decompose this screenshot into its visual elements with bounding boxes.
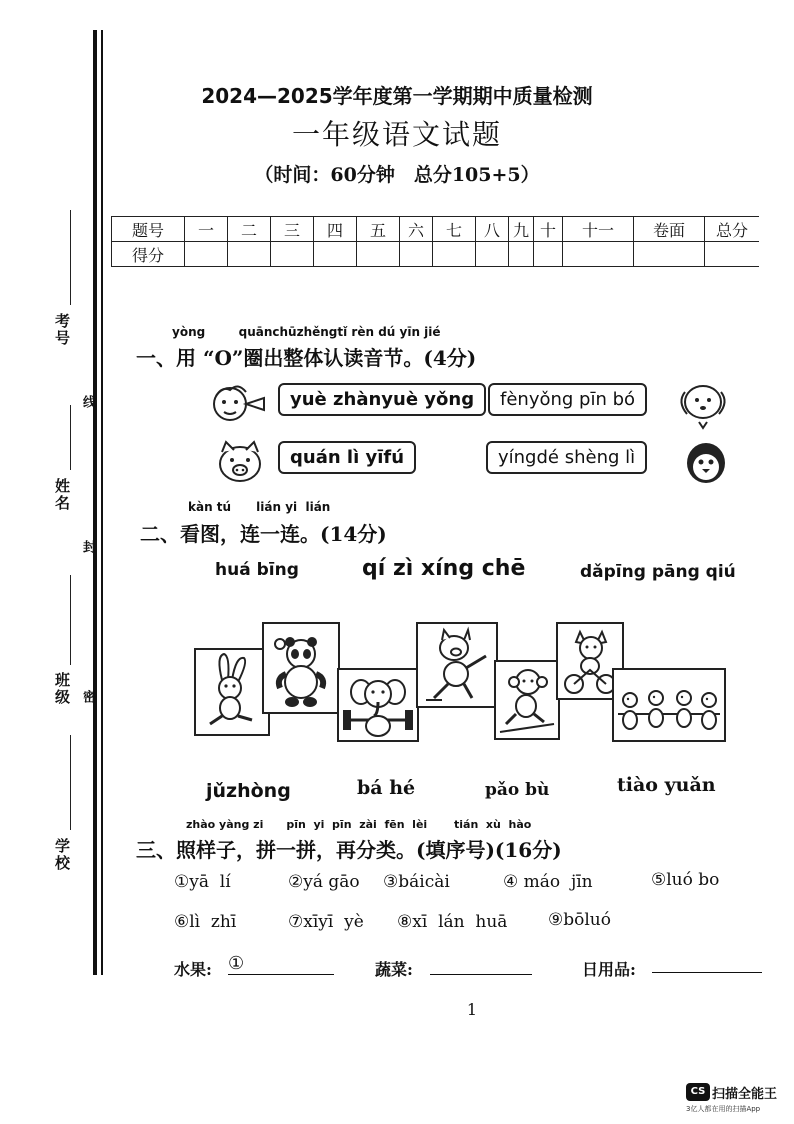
margin-label-school: 学校 bbox=[53, 838, 71, 872]
penguin-icon bbox=[682, 438, 730, 486]
margin-label-line: 线 bbox=[80, 395, 95, 410]
score-table-cell: 四 bbox=[314, 217, 357, 242]
fruit-sample-answer: ① bbox=[228, 953, 245, 974]
score-table-cell: 五 bbox=[357, 217, 400, 242]
bottom-word-running[interactable]: pǎo bù bbox=[485, 780, 550, 800]
bottom-word-tug-of-war[interactable]: bá hé bbox=[357, 777, 416, 799]
dog-icon bbox=[675, 378, 731, 430]
fruit-answer-line[interactable] bbox=[228, 974, 334, 975]
scanner-brand-name: 扫描全能王 bbox=[712, 1087, 778, 1102]
score-table-cell: 三 bbox=[271, 217, 314, 242]
picture-card-5[interactable] bbox=[494, 660, 560, 740]
scanner-brand-tagline: 3亿人都在用的扫描App bbox=[686, 1105, 761, 1113]
margin-label-exam-number: 考号 bbox=[53, 313, 71, 347]
bottom-word-weightlifting[interactable]: jǔzhòng bbox=[206, 780, 291, 802]
score-input-cell[interactable] bbox=[534, 242, 563, 267]
picture-card-3[interactable] bbox=[337, 668, 419, 742]
bottom-word-long-jump[interactable]: tiào yuǎn bbox=[617, 774, 716, 796]
score-table-cell: 九 bbox=[509, 217, 534, 242]
picture-card-1[interactable] bbox=[194, 648, 270, 736]
vocab-item-4: ④ máo jīn bbox=[503, 872, 593, 892]
top-word-skating[interactable]: huá bīng bbox=[215, 560, 299, 580]
score-table-cell: 十一 bbox=[563, 217, 634, 242]
score-table-cell: 二 bbox=[228, 217, 271, 242]
score-table-cell: 题号 bbox=[112, 217, 185, 242]
pinyin-bubble-2[interactable]: fènyǒng pīn bó bbox=[488, 383, 647, 416]
category-label-daily-goods: 日用品: bbox=[582, 960, 636, 979]
score-input-cell[interactable] bbox=[509, 242, 534, 267]
score-input-cell[interactable] bbox=[400, 242, 433, 267]
score-table-header-row bbox=[112, 217, 760, 242]
vocab-item-3: ③báicài bbox=[383, 872, 450, 892]
exam-time-and-score: （时间：60分钟 总分105+5） bbox=[254, 164, 540, 186]
pig-icon bbox=[212, 438, 268, 486]
score-table-score-row bbox=[112, 242, 760, 267]
score-table-cell: 六 bbox=[400, 217, 433, 242]
vocab-item-7: ⑦xīyī yè bbox=[288, 912, 364, 932]
vocab-item-6: ⑥lì zhī bbox=[174, 912, 237, 932]
picture-card-7[interactable] bbox=[612, 668, 726, 742]
score-input-cell[interactable] bbox=[271, 242, 314, 267]
lamb-icon bbox=[206, 382, 270, 426]
section3-pinyin: zhào yàng zi pīn yi pīn zài fēn lèi tián xù hào bbox=[186, 818, 532, 831]
score-table-cell: 八 bbox=[476, 217, 509, 242]
monkey-jumping-icon bbox=[496, 662, 558, 738]
score-table-cell: 得分 bbox=[112, 242, 185, 267]
score-table-cell: 卷面 bbox=[634, 217, 705, 242]
section2-pinyin: kàn tú lián yi lián bbox=[188, 500, 331, 514]
score-input-cell[interactable] bbox=[357, 242, 400, 267]
animals-tug-of-war-icon bbox=[614, 670, 724, 740]
margin-label-secret: 密 bbox=[80, 690, 95, 705]
score-input-cell[interactable] bbox=[185, 242, 228, 267]
score-input-cell[interactable] bbox=[314, 242, 357, 267]
category-label-fruit: 水果: bbox=[174, 960, 212, 979]
score-input-cell[interactable] bbox=[634, 242, 705, 267]
daily-goods-answer-line[interactable] bbox=[652, 972, 762, 973]
exam-period-title: 2024—2025学年度第一学期期中质量检测 bbox=[201, 84, 593, 108]
top-word-pingpong[interactable]: dǎpīng pāng qiú bbox=[580, 562, 736, 582]
score-table-cell: 十 bbox=[534, 217, 563, 242]
section1-heading: 一、用 “O”圈出整体认读音节。(4分) bbox=[136, 346, 477, 370]
vocab-item-8: ⑧xī lán huā bbox=[397, 912, 508, 932]
page-number: 1 bbox=[466, 1000, 478, 1019]
rabbit-running-icon bbox=[196, 650, 268, 734]
vocab-item-1: ①yā lí bbox=[174, 872, 231, 892]
margin-blank-name bbox=[70, 405, 72, 470]
score-input-cell[interactable] bbox=[476, 242, 509, 267]
margin-label-seal: 封 bbox=[80, 540, 95, 555]
section1-pinyin: yòng quānchūzhěngtǐ rèn dú yīn jié bbox=[172, 325, 441, 339]
vocab-item-2: ②yá gāo bbox=[288, 872, 360, 892]
vocab-item-9: ⑨bōluó bbox=[548, 910, 611, 930]
margin-blank-class bbox=[70, 575, 72, 665]
pinyin-bubble-1[interactable]: yuè zhànyuè yǒng bbox=[278, 383, 486, 416]
top-word-cycling[interactable]: qí zì xíng chē bbox=[362, 556, 526, 581]
score-input-cell[interactable] bbox=[563, 242, 634, 267]
score-table-cell: 一 bbox=[185, 217, 228, 242]
category-label-vegetable: 蔬菜: bbox=[375, 960, 413, 979]
score-input-cell[interactable] bbox=[705, 242, 760, 267]
section3-heading: 三、照样子，拼一拼，再分类。(填序号)(16分) bbox=[136, 838, 562, 862]
vocab-item-5: ⑤luó bo bbox=[651, 870, 720, 890]
margin-label-class: 班级 bbox=[53, 672, 71, 706]
score-table bbox=[111, 216, 759, 267]
exam-subject-title: 一年级语文试题 bbox=[291, 118, 502, 151]
margin-blank-school bbox=[70, 735, 72, 830]
score-table-cell: 总分 bbox=[705, 217, 760, 242]
pinyin-bubble-3[interactable]: quán lì yīfú bbox=[278, 441, 416, 474]
margin-label-name: 姓名 bbox=[53, 478, 71, 512]
panda-pingpong-icon bbox=[264, 624, 338, 712]
picture-card-4[interactable] bbox=[416, 622, 498, 708]
pig-skating-icon bbox=[418, 624, 496, 706]
picture-card-2[interactable] bbox=[262, 622, 340, 714]
scanner-logo-icon: CS bbox=[686, 1083, 710, 1101]
score-input-cell[interactable] bbox=[433, 242, 476, 267]
elephant-weightlifting-icon bbox=[339, 670, 417, 740]
vegetable-answer-line[interactable] bbox=[430, 974, 532, 975]
pinyin-bubble-4[interactable]: yíngdé shèng lì bbox=[486, 441, 647, 474]
score-input-cell[interactable] bbox=[228, 242, 271, 267]
margin-blank-exam-number bbox=[70, 210, 72, 305]
score-table-cell: 七 bbox=[433, 217, 476, 242]
section2-heading: 二、看图，连一连。(14分) bbox=[140, 522, 387, 546]
